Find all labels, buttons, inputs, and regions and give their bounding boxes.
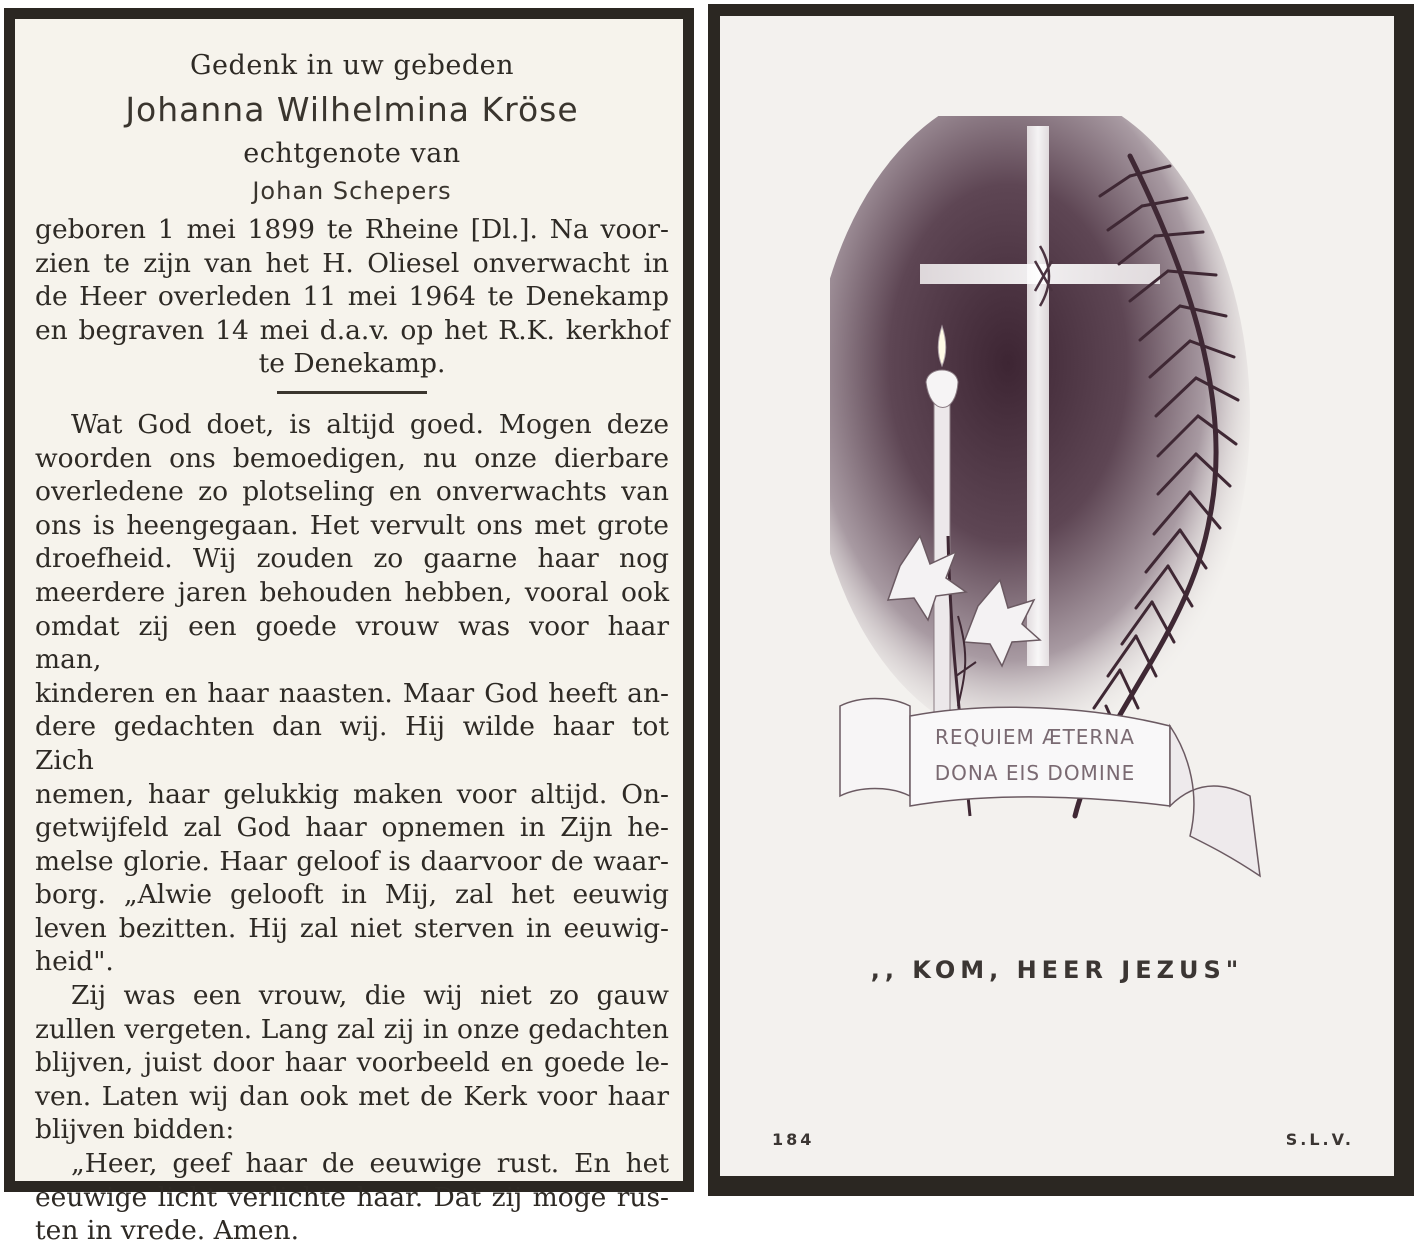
- paragraph-line: melse glorie. Haar geloof is daarvoor de waar-: [35, 845, 669, 877]
- deceased-name: Johanna Wilhelmina Kröse: [125, 90, 579, 129]
- paragraph-line: ons is heengegaan. Het vervult ons met grote: [35, 509, 669, 541]
- card-number: 184: [772, 1130, 815, 1149]
- paragraph-line: droefheid. Wij zouden zo gaarne haar nog: [35, 543, 669, 575]
- divider-rule: [277, 391, 427, 394]
- paragraph-line: dere gedachten dan wij. Hij wilde haar tot Zich: [35, 711, 669, 776]
- bio-line: geboren 1 mei 1899 te Rheine [Dl.]. Na voor-: [35, 214, 669, 245]
- paragraph-line: overledene zo plotseling en onverwachts van: [35, 476, 669, 508]
- banner-text-line1: REQUIEM ÆTERNA: [935, 725, 1135, 749]
- second-paragraph: [35, 979, 669, 1147]
- paragraph-line: Wat God doet, is altijd goed. Mogen deze: [71, 408, 669, 440]
- publisher-mark: S.L.V.: [1285, 1130, 1354, 1149]
- banner-text-line2: DONA EIS DOMINE: [934, 761, 1136, 785]
- main-paragraph: [35, 408, 669, 979]
- relation-line: echtgenote van: [243, 138, 461, 169]
- bio-line: en begraven 14 mei d.a.v. op het R.K. kerkhof: [35, 314, 669, 346]
- scroll-banner: [840, 699, 1260, 877]
- bio-line: de Heer overleden 11 mei 1964 te Denekamp: [35, 281, 669, 313]
- bio-line: zien te zijn van het H. Oliesel onverwacht in: [35, 247, 669, 279]
- paragraph-line: nemen, haar gelukkig maken voor altijd. On-: [35, 778, 669, 810]
- cross-lily-palm-illustration: [830, 116, 1280, 896]
- right-card-image-area: [720, 16, 1394, 1176]
- paragraph-line: omdat zij een goede vrouw was voor haar man,: [35, 610, 669, 676]
- paragraph-line: eeuwige licht verlichte haar. Dat zij moge rus-: [35, 1181, 669, 1213]
- paragraph-line: heid".: [35, 946, 114, 978]
- paragraph-line: blijven bidden:: [35, 1114, 235, 1146]
- paragraph-line: leven bezitten. Hij zal niet sterven in eeuwig-: [35, 912, 669, 944]
- left-card-text-area: [15, 19, 683, 1247]
- spouse-name: Johan Schepers: [252, 177, 452, 205]
- paragraph-line: kinderen en haar naasten. Maar God heeft an-: [35, 677, 669, 709]
- paragraph-line: blijven, juist door haar voorbeeld en goede le-: [35, 1047, 669, 1079]
- paragraph-line: woorden ons bemoedigen, nu onze dierbare: [35, 442, 669, 474]
- left-card: [4, 8, 694, 1247]
- paragraph-line: zullen vergeten. Lang zal zij in onze gedachten: [35, 1013, 669, 1045]
- prayer-paragraph: [35, 1147, 669, 1248]
- paragraph-line: borg. „Alwie gelooft in Mij, zal het eeuwig: [35, 879, 669, 911]
- paragraph-line: ten in vrede. Amen.: [35, 1215, 300, 1247]
- bio-block: [35, 213, 669, 381]
- paragraph-line: getwijfeld zal God haar opnemen in Zijn he-: [35, 812, 669, 844]
- paragraph-line: ven. Laten wij dan ook met de Kerk voor haar: [35, 1080, 669, 1112]
- right-card: [708, 4, 1414, 1196]
- paragraph-line: Zij was een vrouw, die wij niet zo gauw: [71, 980, 669, 1012]
- motto-text: ,, KOM, HEER JEZUS": [870, 956, 1244, 984]
- bio-line: te Denekamp.: [258, 348, 446, 380]
- paragraph-line: meerdere jaren behouden hebben, vooral ook: [35, 576, 669, 608]
- paragraph-line: „Heer, geef haar de eeuwige rust. En het: [71, 1148, 669, 1180]
- intro-line: Gedenk in uw gebeden: [189, 50, 514, 81]
